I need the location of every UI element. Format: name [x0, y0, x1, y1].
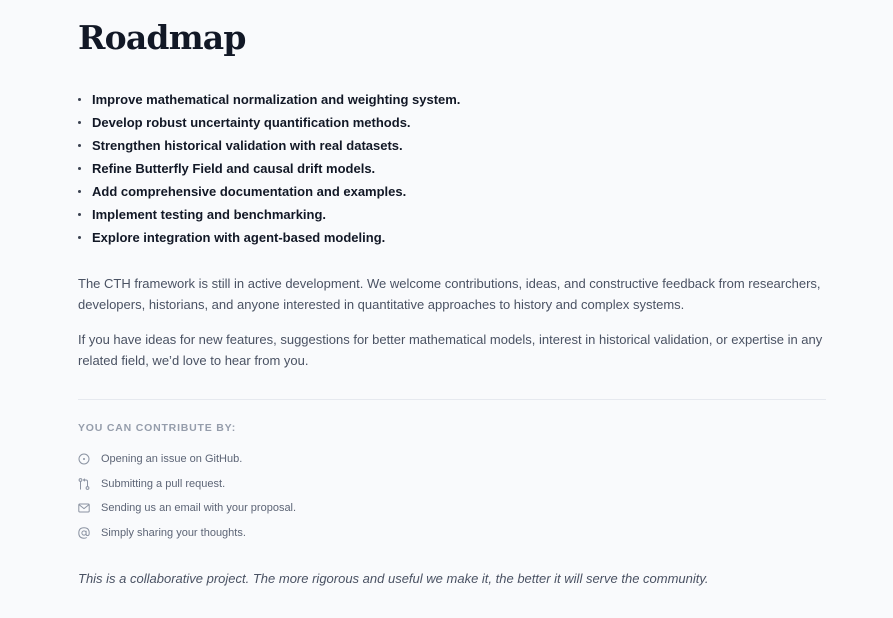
roadmap-item-label: Add comprehensive documentation and examples. — [92, 184, 407, 199]
pull-request-icon — [78, 478, 90, 490]
roadmap-item — [78, 135, 460, 158]
issue-icon — [78, 453, 90, 465]
roadmap-item — [78, 227, 460, 250]
bullet-icon — [78, 144, 81, 147]
roadmap-item-label: Implement testing and benchmarking. — [92, 207, 327, 222]
at-icon — [78, 527, 90, 539]
contribute-item-label: Opening an issue on GitHub. — [101, 453, 243, 465]
contribute-item-issue — [78, 450, 296, 475]
contribute-list — [78, 450, 296, 548]
contribute-item-email — [78, 499, 296, 524]
bullet-icon — [78, 167, 81, 170]
roadmap-item-label: Refine Butterfly Field and causal drift models. — [92, 161, 376, 176]
roadmap-item — [78, 89, 460, 112]
contribute-item-pull-request — [78, 475, 296, 500]
bullet-icon — [78, 236, 81, 239]
roadmap-item — [78, 112, 460, 135]
contribute-item-label: Simply sharing your thoughts. — [101, 526, 246, 539]
contribute-item-share — [78, 524, 296, 549]
bullet-icon — [78, 190, 81, 193]
page-title: Roadmap — [78, 18, 246, 57]
roadmap-item — [78, 204, 460, 227]
closing-statement: This is a collaborative project. The more rigorous and useful we make it, the better it will serve the community. — [78, 571, 709, 586]
roadmap-list — [78, 89, 460, 250]
contribute-heading: YOU CAN CONTRIBUTE BY: — [78, 422, 236, 434]
roadmap-item — [78, 158, 460, 181]
mail-icon — [78, 502, 90, 514]
roadmap-item-label: Improve mathematical normalization and weighting system. — [92, 92, 461, 107]
roadmap-item-label: Develop robust uncertainty quantification methods. — [92, 115, 411, 130]
roadmap-item-label: Strengthen historical validation with real datasets. — [92, 138, 403, 153]
section-divider — [78, 399, 826, 400]
contribute-item-label: Submitting a pull request. — [101, 477, 226, 490]
bullet-icon — [78, 121, 81, 124]
intro-paragraph: The CTH framework is still in active development. We welcome contributions, ideas, and constructive feedback from researchers, developers, historians, and anyone interested in quantitative approaches to history and complex systems. — [78, 276, 821, 312]
bullet-icon — [78, 213, 81, 216]
invitation-paragraph: If you have ideas for new features, suggestions for better mathematical models, interest in historical validation, or expertise in any related field, we’d love to hear from you. — [78, 332, 823, 368]
roadmap-item — [78, 181, 460, 204]
contribute-item-label: Sending us an email with your proposal. — [101, 502, 297, 515]
roadmap-item-label: Explore integration with agent-based modeling. — [92, 230, 386, 245]
bullet-icon — [78, 98, 81, 101]
